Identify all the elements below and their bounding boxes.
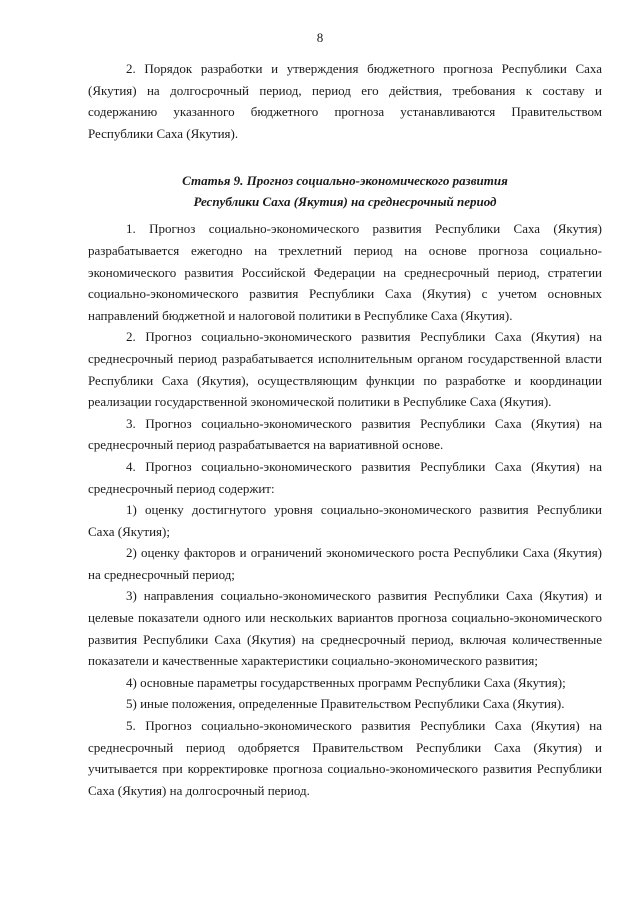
list-item-2: 2) оценку факторов и ограничений экономического роста Республики Саха (Якутия) на среднесрочный период; bbox=[88, 545, 602, 582]
article-paragraph-1: 1. Прогноз социально-экономического развития Республики Саха (Якутия) разрабатывается ежегодно на трехлетний период на основе прогноза социально-экономического развития Российской Федерации на среднесрочный период, стратегии социально-экономического развития Республики Саха (Якутия) с учетом основных направлений бюджетной и налоговой политики в Республике Саха (Якутия). bbox=[88, 221, 602, 323]
page-number: 8 bbox=[316, 30, 324, 45]
list-item-5: 5) иные положения, определенные Правительством Республики Саха (Якутия). bbox=[126, 696, 565, 712]
article-paragraph-5: 5. Прогноз социально-экономического развития Республики Саха (Якутия) на среднесрочный период одобряется Правительством Республики Саха (Якутия) и учитывается при корректировке прогноза социально-экономического развития Республики Саха (Якутия) на долгосрочный период. bbox=[88, 718, 602, 798]
article-paragraph-2: 2. Прогноз социально-экономического развития Республики Саха (Якутия) на среднесрочный период разрабатывается исполнительным органом государственной власти Республики Саха (Якутия), осуществляющим функции по разработке и координации реализации государственной экономической политики в Республике Саха (Якутия). bbox=[88, 329, 602, 410]
list-item-4: 4) основные параметры государственных программ Республики Саха (Якутия); bbox=[126, 674, 566, 690]
document-body bbox=[88, 58, 602, 801]
article-paragraph-3: 3. Прогноз социально-экономического развития Республики Саха (Якутия) на среднесрочный период разрабатывается на вариативной основе. bbox=[88, 415, 602, 453]
article-title-line-1: Статья 9. Прогноз социально-экономического развития bbox=[182, 173, 508, 189]
list-item-3: 3) направления социально-экономического развития Республики Саха (Якутия) и целевые показатели одного или нескольких вариантов прогноза социально-экономического развития Республики Саха (Якутия) на среднесрочный период, включая количественные показатели и качественные характеристики социально-экономического развития; bbox=[88, 588, 602, 669]
article-paragraph-4: 4. Прогноз социально-экономического развития Республики Саха (Якутия) на среднесрочный период содержит: bbox=[88, 458, 602, 496]
list-item-1: 1) оценку достигнутого уровня социально-экономического развития Республики Саха (Якутия); bbox=[88, 502, 602, 539]
paragraph-budget-forecast-2: 2. Порядок разработки и утверждения бюджетного прогноза Республики Саха (Якутия) на долгосрочный период, период его действия, требования к составу и содержанию указанного бюджетного прогноза устанавливаются Правительством Республики Саха (Якутия). bbox=[88, 61, 602, 141]
article-9-heading bbox=[88, 170, 602, 212]
article-title-line-2: Республики Саха (Якутия) на среднесрочный период bbox=[193, 194, 497, 210]
